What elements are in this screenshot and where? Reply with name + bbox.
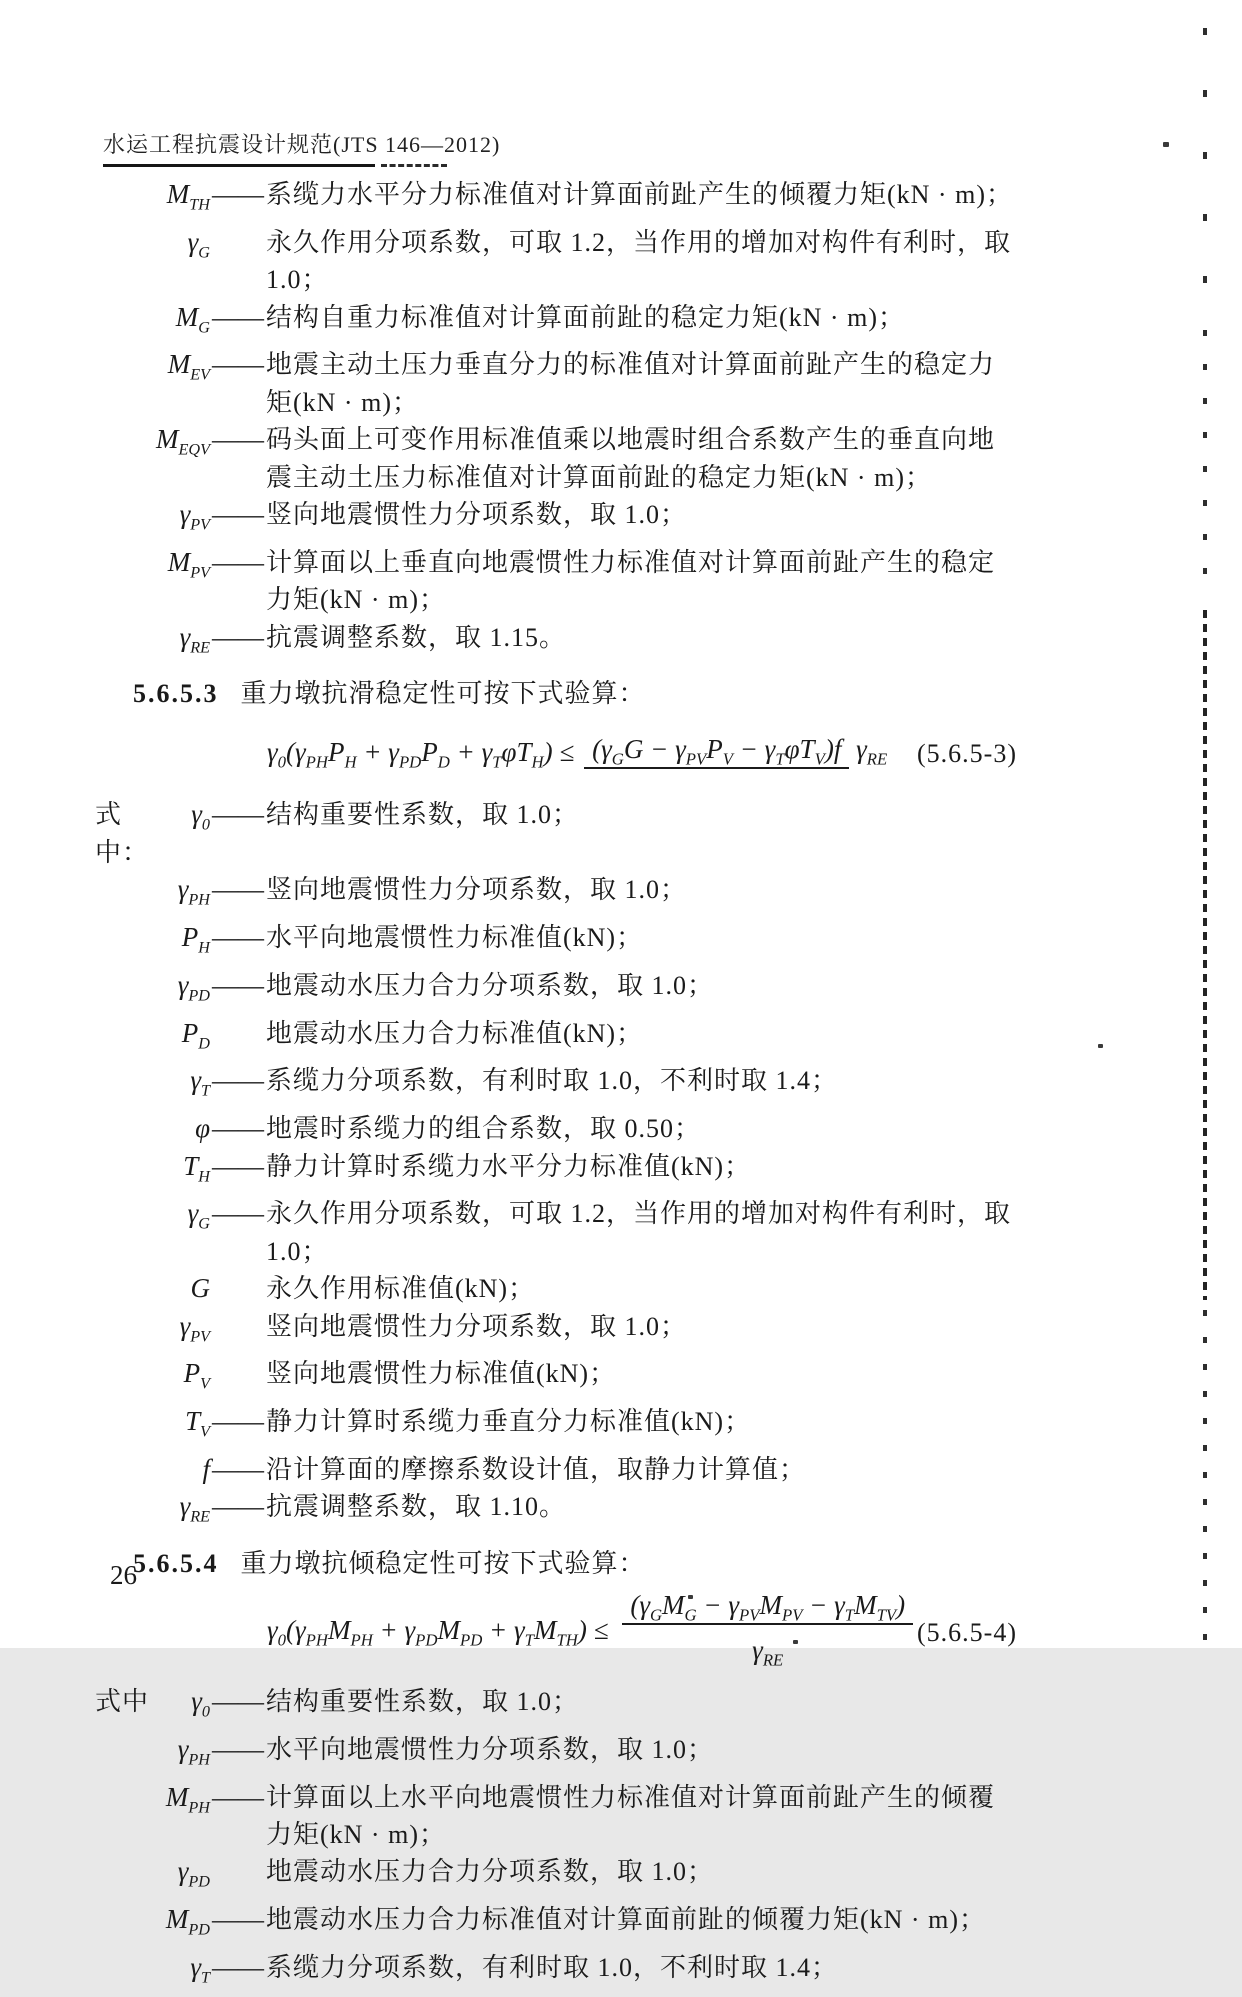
page-content	[95, 176, 1017, 1997]
symbol-description: 永久作用分项系数，可取 1.2，当作用的增加对构件有利时，取 1.0；	[266, 1199, 1012, 1266]
section-title: 重力墩抗滑稳定性可按下式验算：	[240, 679, 646, 709]
symbol: $M_{EV}$	[167, 349, 210, 384]
symbol: $\gamma_0$	[191, 1686, 210, 1721]
dash-separator: ——	[212, 622, 264, 652]
where-list-5653	[95, 796, 1017, 1536]
scan-artifact-dashed-line	[1203, 330, 1207, 600]
symbol-description: 地震时系缆力的组合系数，取 0.50；	[266, 1114, 702, 1144]
symbol: $P_H$	[181, 922, 210, 957]
section-heading-5654	[95, 1545, 1017, 1582]
definition-row	[95, 1308, 1017, 1356]
dash-separator: ——	[212, 1407, 264, 1437]
symbol: $\gamma_{RE}$	[179, 1491, 210, 1526]
symbol-description: 竖向地震惯性力分项系数，取 1.0；	[266, 500, 688, 530]
symbol: $\gamma_G$	[187, 226, 210, 262]
dash-separator: ——	[212, 1953, 264, 1983]
definition-row	[95, 1355, 1017, 1403]
definition-row	[95, 1949, 1017, 1997]
header-rule-dashed-tail	[381, 164, 447, 167]
symbol: $M_{PH}$	[165, 1781, 210, 1817]
dash-separator: ——	[212, 1782, 264, 1812]
symbol: $\gamma_T$	[190, 1952, 210, 1987]
definition-row	[95, 796, 1017, 871]
dash-separator: ——	[212, 1455, 264, 1485]
symbol-description: 结构自重力标准值对计算面前趾的稳定力矩(kN · m)；	[266, 302, 905, 332]
formula-numerator: $(\gamma_GG - \gamma_{PV}P_V - \gamma_T\varphi T_V)f$	[584, 734, 849, 769]
dash-separator: ——	[212, 425, 264, 455]
formula-5653	[95, 718, 1017, 790]
definition-row	[95, 1853, 1017, 1901]
definition-row	[95, 1110, 1017, 1147]
symbol-description: 竖向地震惯性力分项系数，取 1.0；	[266, 1311, 688, 1341]
symbol: $\gamma_0$	[191, 799, 210, 834]
definition-row	[95, 1148, 1017, 1196]
definition-row	[95, 1451, 1017, 1488]
header-rule	[103, 164, 375, 167]
symbol-description: 地震动水压力合力标准值(kN)；	[266, 1018, 644, 1048]
symbol-description: 永久作用标准值(kN)；	[266, 1274, 536, 1304]
dash-separator: ——	[212, 180, 264, 209]
symbol-description: 竖向地震惯性力标准值(kN)；	[266, 1359, 617, 1389]
symbol-description: 地震动水压力合力标准值对计算面前趾的倾覆力矩(kN · m)；	[266, 1905, 986, 1935]
symbol: f	[202, 1454, 210, 1485]
dash-separator: ——	[212, 350, 264, 380]
where-label: 式中：	[95, 800, 150, 867]
symbol-description: 抗震调整系数，取 1.15。	[266, 622, 567, 652]
symbol: $T_V$	[185, 1406, 210, 1441]
definition-row	[95, 1779, 1017, 1854]
definition-row	[95, 1731, 1017, 1779]
dash-separator: ——	[212, 1905, 264, 1935]
formula-5654	[95, 1588, 1017, 1677]
section-number: 5.6.5.3	[133, 679, 219, 709]
definition-row	[95, 496, 1017, 544]
scan-speck	[1163, 142, 1169, 147]
symbol-description: 静力计算时系缆力水平分力标准值(kN)；	[266, 1151, 752, 1181]
symbol-description: 计算面以上水平向地震惯性力标准值对计算面前趾产生的倾覆力矩(kN · m)；	[266, 1782, 996, 1850]
definition-row	[95, 967, 1017, 1015]
section-number: 5.6.5.4	[133, 1549, 219, 1579]
symbol: $\gamma_{PD}$	[177, 969, 210, 1005]
symbol: $\gamma_G$	[187, 1198, 210, 1233]
formula-denominator: $\gamma_{RE}$	[856, 734, 888, 769]
definition-row	[95, 299, 1017, 347]
dash-separator: ——	[212, 875, 264, 905]
definition-row	[95, 1195, 1017, 1270]
section-heading-5653	[95, 675, 1017, 712]
equation-number: (5.6.5-3)	[917, 739, 1017, 769]
symbol-description: 竖向地震惯性力分项系数，取 1.0；	[266, 875, 688, 905]
scan-artifact-dashed-line	[1203, 610, 1207, 1300]
symbol-description: 沿计算面的摩擦系数设计值，取静力计算值；	[266, 1455, 807, 1485]
definition-row	[95, 1015, 1017, 1063]
symbol: $M_G$	[175, 301, 210, 336]
symbol-description: 结构重要性系数，取 1.0；	[266, 1687, 580, 1717]
symbol-description: 地震动水压力合力分项系数，取 1.0；	[266, 1857, 715, 1887]
definition-row	[95, 871, 1017, 919]
definition-row	[95, 919, 1017, 967]
symbol: $T_H$	[183, 1150, 210, 1186]
formula-left-side: $\gamma_0(\gamma_{PH}P_H + \gamma_{PD}P_D + \gamma_T\varphi T_H)$ ≤	[267, 736, 575, 772]
dash-separator: ——	[212, 1492, 264, 1522]
scan-artifact-dashed-line	[1203, 1310, 1207, 1640]
where-label: 式中	[95, 1687, 150, 1717]
definition-row	[95, 619, 1017, 667]
formula-fraction	[584, 732, 887, 776]
dash-separator: ——	[212, 970, 264, 1000]
symbol-description: 静力计算时系缆力垂直分力标准值(kN)；	[266, 1407, 752, 1437]
symbol-description: 永久作用分项系数，可取 1.2，当作用的增加对构件有利时，取 1.0；	[266, 227, 1012, 295]
equation-number: (5.6.5-4)	[917, 1617, 1017, 1647]
definition-row	[95, 1403, 1017, 1451]
dash-separator: ——	[212, 1066, 264, 1096]
symbol: $P_V$	[183, 1358, 210, 1393]
definition-row	[95, 346, 1017, 421]
symbol: $\gamma_T$	[190, 1065, 210, 1100]
symbol: G	[190, 1273, 210, 1304]
dash-separator: ——	[212, 1151, 264, 1181]
definition-row	[95, 421, 1017, 496]
symbol: $\gamma_{PH}$	[177, 874, 210, 909]
symbol: φ	[195, 1113, 210, 1144]
formula-numerator: $(\gamma_GM_G - \gamma_{PV}M_{PV} - \gamma_TM_{TV})$	[622, 1590, 913, 1625]
symbol: $M_{TH}$	[166, 179, 210, 214]
symbol-description: 系缆力分项系数，有利时取 1.0，不利时取 1.4；	[266, 1066, 839, 1096]
definition-row	[95, 1901, 1017, 1949]
definition-row	[95, 544, 1017, 619]
where-list-5654	[95, 1683, 1017, 1997]
symbol-description: 地震主动土压力垂直分力的标准值对计算面前趾产生的稳定力矩(kN · m)；	[266, 350, 996, 417]
symbol-description: 抗震调整系数，取 1.10。	[266, 1492, 567, 1522]
section-title: 重力墩抗倾稳定性可按下式验算：	[240, 1549, 646, 1579]
formula-fraction	[618, 1588, 917, 1677]
symbol-description: 系缆力水平分力标准值对计算面前趾产生的倾覆力矩(kN · m)；	[266, 180, 1013, 209]
symbol: $\gamma_{PV}$	[179, 1310, 210, 1346]
symbol-description: 码头面上可变作用标准值乘以地震时组合系数产生的垂直向地震主动土压力标准值对计算面前趾的稳定力矩(kN · m)；	[266, 425, 996, 492]
dash-separator: ——	[212, 1114, 264, 1144]
dash-separator: ——	[212, 1687, 264, 1717]
symbol-list-top	[95, 176, 1017, 666]
scan-speck	[688, 1595, 693, 1599]
dash-separator: ——	[212, 500, 264, 530]
scan-speck	[1098, 1044, 1103, 1048]
symbol-description: 系缆力分项系数，有利时取 1.0，不利时取 1.4；	[266, 1953, 839, 1983]
symbol: $\gamma_{PV}$	[179, 499, 210, 534]
definition-row	[95, 224, 1017, 299]
symbol: $M_{PD}$	[165, 1904, 210, 1939]
dash-separator: ——	[212, 547, 264, 577]
scan-speck	[793, 1640, 798, 1644]
symbol-description: 水平向地震惯性力标准值(kN)；	[266, 923, 644, 953]
symbol: $\gamma_{PH}$	[177, 1733, 210, 1769]
formula-denominator: $\gamma_{RE}$	[752, 1634, 784, 1670]
scan-artifact-dashed-line	[1203, 28, 1207, 318]
symbol-description: 结构重要性系数，取 1.0；	[266, 800, 580, 830]
page-number: 26	[110, 1560, 137, 1590]
running-header: 水运工程抗震设计规范(JTS 146—2012)	[103, 132, 501, 157]
definition-row	[95, 1488, 1017, 1536]
symbol-description: 水平向地震惯性力分项系数，取 1.0；	[266, 1734, 715, 1764]
formula-left-side: $\gamma_0(\gamma_{PH}M_{PH} + \gamma_{PD}M_{PD} + \gamma_TM_{TH})$ ≤	[267, 1614, 609, 1650]
symbol: $\gamma_{PD}$	[177, 1856, 210, 1891]
definition-row	[95, 1270, 1017, 1307]
dash-separator: ——	[212, 800, 264, 830]
symbol-description: 地震动水压力合力分项系数，取 1.0；	[266, 970, 715, 1000]
symbol: $\gamma_{RE}$	[179, 621, 210, 657]
definition-row	[95, 176, 1017, 224]
dash-separator: ——	[212, 1734, 264, 1764]
dash-separator: ——	[212, 1199, 264, 1229]
symbol: $M_{PV}$	[167, 546, 210, 582]
dash-separator: ——	[212, 302, 264, 332]
symbol-description: 计算面以上垂直向地震惯性力标准值对计算面前趾产生的稳定力矩(kN · m)；	[266, 547, 996, 615]
symbol: $M_{EQV}$	[156, 424, 210, 459]
symbol: $P_D$	[181, 1017, 210, 1053]
definition-row	[95, 1683, 1017, 1731]
definition-row	[95, 1062, 1017, 1110]
dash-separator: ——	[212, 923, 264, 953]
